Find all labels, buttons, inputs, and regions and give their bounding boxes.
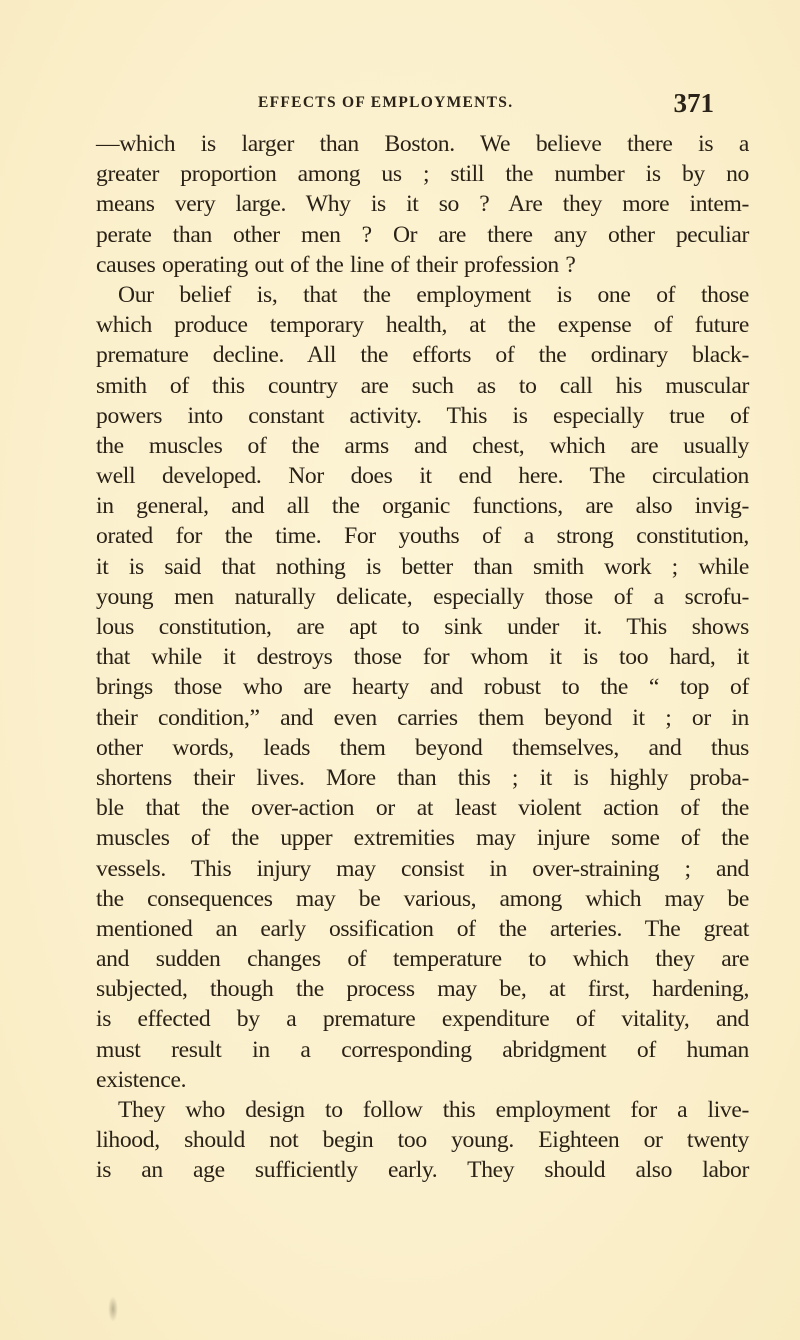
text-line: subjected, though the process may be, at first, hardening, [96,976,749,1003]
text-line: is an age sufficiently early. They should also labor [96,1157,749,1184]
text-line: the muscles of the arms and chest, which are usually [96,432,749,459]
text-line: that while it destroys those for whom it is too hard, it [96,644,749,671]
text-line: They who design to follow this employment for a live- [118,1097,749,1123]
text-line: their condition,” and even carries them beyond it ; or in [96,704,749,731]
text-line: which produce temporary health, at the expense of future [96,312,749,339]
text-line: ble that the over-action or at least violent action of the [96,795,749,822]
text-line: and sudden changes of temperature to which they are [96,946,749,973]
paragraph-3 [96,1095,749,1186]
text-line: in general, and all the organic functions, are also invig- [96,493,749,520]
text-line: is effected by a premature expenditure of vitality, and [96,1006,749,1033]
text-line: mentioned an early ossification of the arteries. The great [96,915,749,942]
text-line: muscles of the upper extremities may injure some of the [96,825,749,852]
text-line: perate than other men ? Or are there any other peculiar [96,221,749,248]
text-line: premature decline. All the efforts of the ordinary black- [96,342,749,369]
text-line: well developed. Nor does it end here. The circulation [96,463,749,490]
text-line: smith of this country are such as to call his muscular [96,372,749,399]
text-line: must result in a corresponding abridgment of human [96,1036,749,1063]
text-line: causes operating out of the line of their profession ? [96,251,576,278]
running-head [258,88,758,122]
text-line: shortens their lives. More than this ; it is highly proba- [96,764,749,791]
text-line: vessels. This injury may consist in over-straining ; and [96,855,749,882]
paragraph-2 [96,280,749,1095]
text-line: it is said that nothing is better than smith work ; while [96,553,749,580]
paragraph-1 [96,129,749,280]
running-title: EFFECTS OF EMPLOYMENTS. [258,94,514,111]
text-line: brings those who are hearty and robust to the “ top of [96,674,749,701]
text-line: young men naturally delicate, especially those of a scrofu- [96,583,749,610]
text-line: the consequences may be various, among which may be [96,885,749,912]
text-line: greater proportion among us ; still the number is by no [96,161,749,188]
text-line: lihood, should not begin too young. Eighteen or twenty [96,1127,749,1154]
text-line: —which is larger than Boston. We believe there is a [96,131,749,157]
paper-stain [108,1296,118,1322]
text-line: means very large. Why is it so ? Are they more intem- [96,191,749,218]
text-line: Our belief is, that the employment is one of those [118,281,749,308]
text-line: orated for the time. For youths of a strong constitution, [96,523,749,550]
text-line: existence. [96,1066,187,1093]
page-number: 371 [673,88,714,118]
text-line: powers into constant activity. This is especially true of [96,402,749,429]
body-text [96,129,749,1186]
text-line: lous constitution, are apt to sink under it. This shows [96,614,749,640]
text-line: other words, leads them beyond themselves, and thus [96,734,749,761]
